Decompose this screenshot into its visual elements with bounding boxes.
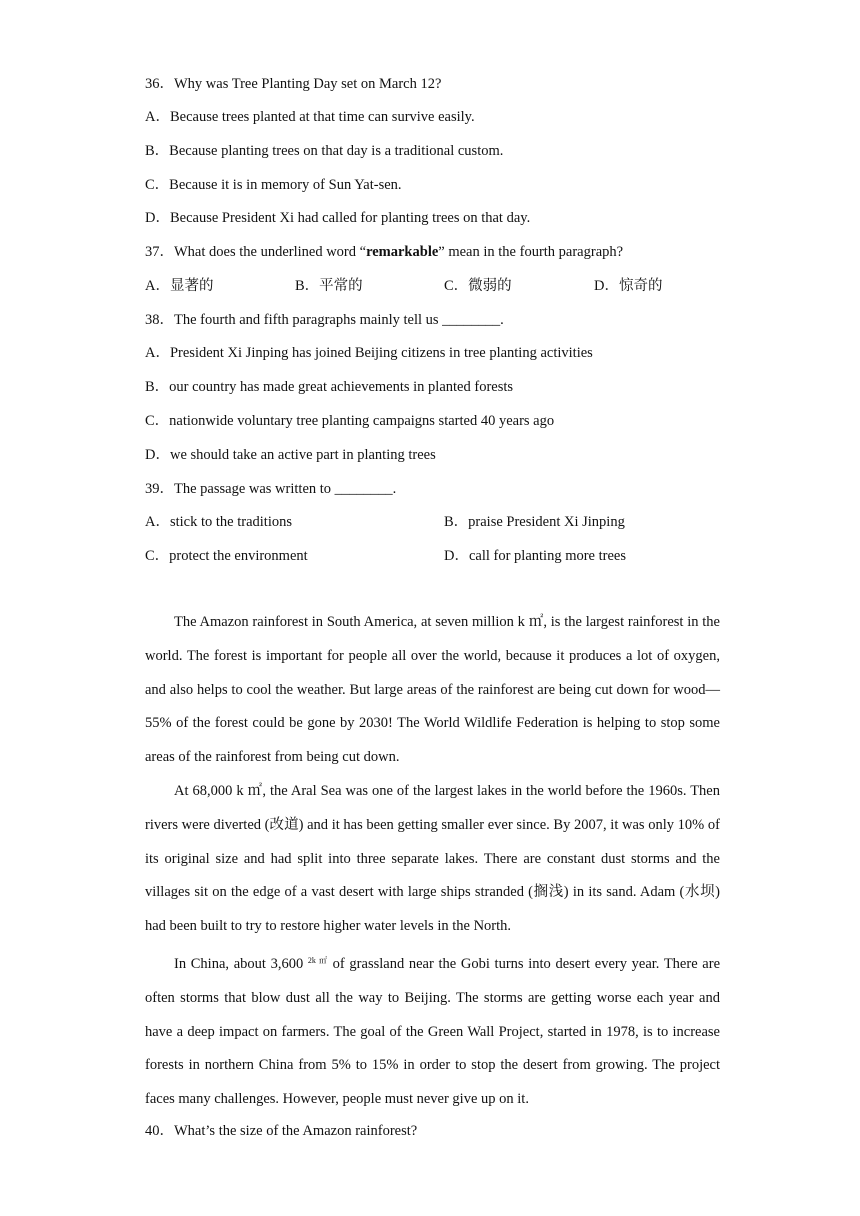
question-37-option-d: D．惊奇的: [594, 278, 663, 294]
passage-paragraph-3-superscript: 2k ㎡: [307, 956, 328, 965]
passage-paragraph-3: [145, 944, 720, 1117]
question-36-option-c: C．Because it is in memory of Sun Yat-sen.: [145, 177, 402, 193]
passage-paragraph-1-text: The Amazon rainforest in South America, at seven million k ㎡, is the largest rainforest in the world. The forest is important for people all over the world, because it produces a lot of oxygen, and also helps to cool the weather. But large areas of the rainforest are being cut down for wood—55% of the forest could be gone by 2030! The World Wildlife Federation is helping to stop some areas of the rainforest from being cut down.: [145, 614, 720, 766]
question-37-keyword: remarkable: [366, 244, 439, 260]
question-39-option-a: A．stick to the traditions: [145, 514, 292, 530]
question-36-stem: 36．Why was Tree Planting Day set on March 12?: [145, 76, 442, 92]
question-40-stem: 40．What’s the size of the Amazon rainforest?: [145, 1123, 418, 1139]
question-39-stem: 39．The passage was written to ________.: [145, 481, 397, 497]
question-37-option-c: C．微弱的: [444, 278, 512, 294]
passage-paragraph-3-text-before: In China, about 3,600: [174, 956, 308, 972]
passage-paragraph-1: [145, 606, 720, 775]
question-36-option-b: B．Because planting trees on that day is a traditional custom.: [145, 143, 504, 159]
question-39-option-c: C．protect the environment: [145, 548, 308, 564]
question-36-option-d: D．Because President Xi had called for planting trees on that day.: [145, 210, 531, 226]
question-38-option-d: D．we should take an active part in planting trees: [145, 447, 436, 463]
question-38-option-c: C．nationwide voluntary tree planting campaigns started 40 years ago: [145, 413, 555, 429]
question-37-option-b: B．平常的: [295, 278, 363, 294]
question-38-option-b: B．our country has made great achievements in planted forests: [145, 379, 514, 395]
question-39-option-d: D．call for planting more trees: [444, 548, 626, 564]
passage-paragraph-2-text: At 68,000 k ㎡, the Aral Sea was one of the largest lakes in the world before the 1960s. Then rivers were diverted (改道) and it has been getting smaller ever since. By 2007, it was only 10% of its original size and had split into three separate lakes. There are constant dust storms and the villages sit on the edge of a vast desert with large ships stranded (搁浅) in its sand. Adam (水坝) had been built to try to restore higher water levels in the North.: [145, 783, 720, 935]
question-37-stem-after: ” mean in the fourth paragraph?: [438, 244, 624, 260]
question-38-option-a: A．President Xi Jinping has joined Beijing citizens in tree planting activities: [145, 345, 593, 361]
passage-paragraph-3-text-after: of grassland near the Gobi turns into desert every year. There are often storms that blow dust all the way to Beijing. The storms are getting worse each year and have a deep impact on farmers. The goal of the Green Wall Project, started in 1978, is to increase forests in northern China from 5% to 15% in order to stop the desert from growing. The project faces many challenges. However, people must never give up on it.: [145, 956, 721, 1108]
question-36-option-a: A．Because trees planted at that time can survive easily.: [145, 109, 475, 125]
question-37-stem: [145, 242, 623, 262]
passage-paragraph-2: [145, 775, 720, 944]
question-39-option-b: B．praise President Xi Jinping: [444, 514, 625, 530]
question-37-option-a: A．显著的: [145, 278, 214, 294]
question-37-stem-before: 37．What does the underlined word “: [145, 244, 367, 260]
question-38-stem: 38．The fourth and fifth paragraphs mainly tell us ________.: [145, 312, 504, 328]
